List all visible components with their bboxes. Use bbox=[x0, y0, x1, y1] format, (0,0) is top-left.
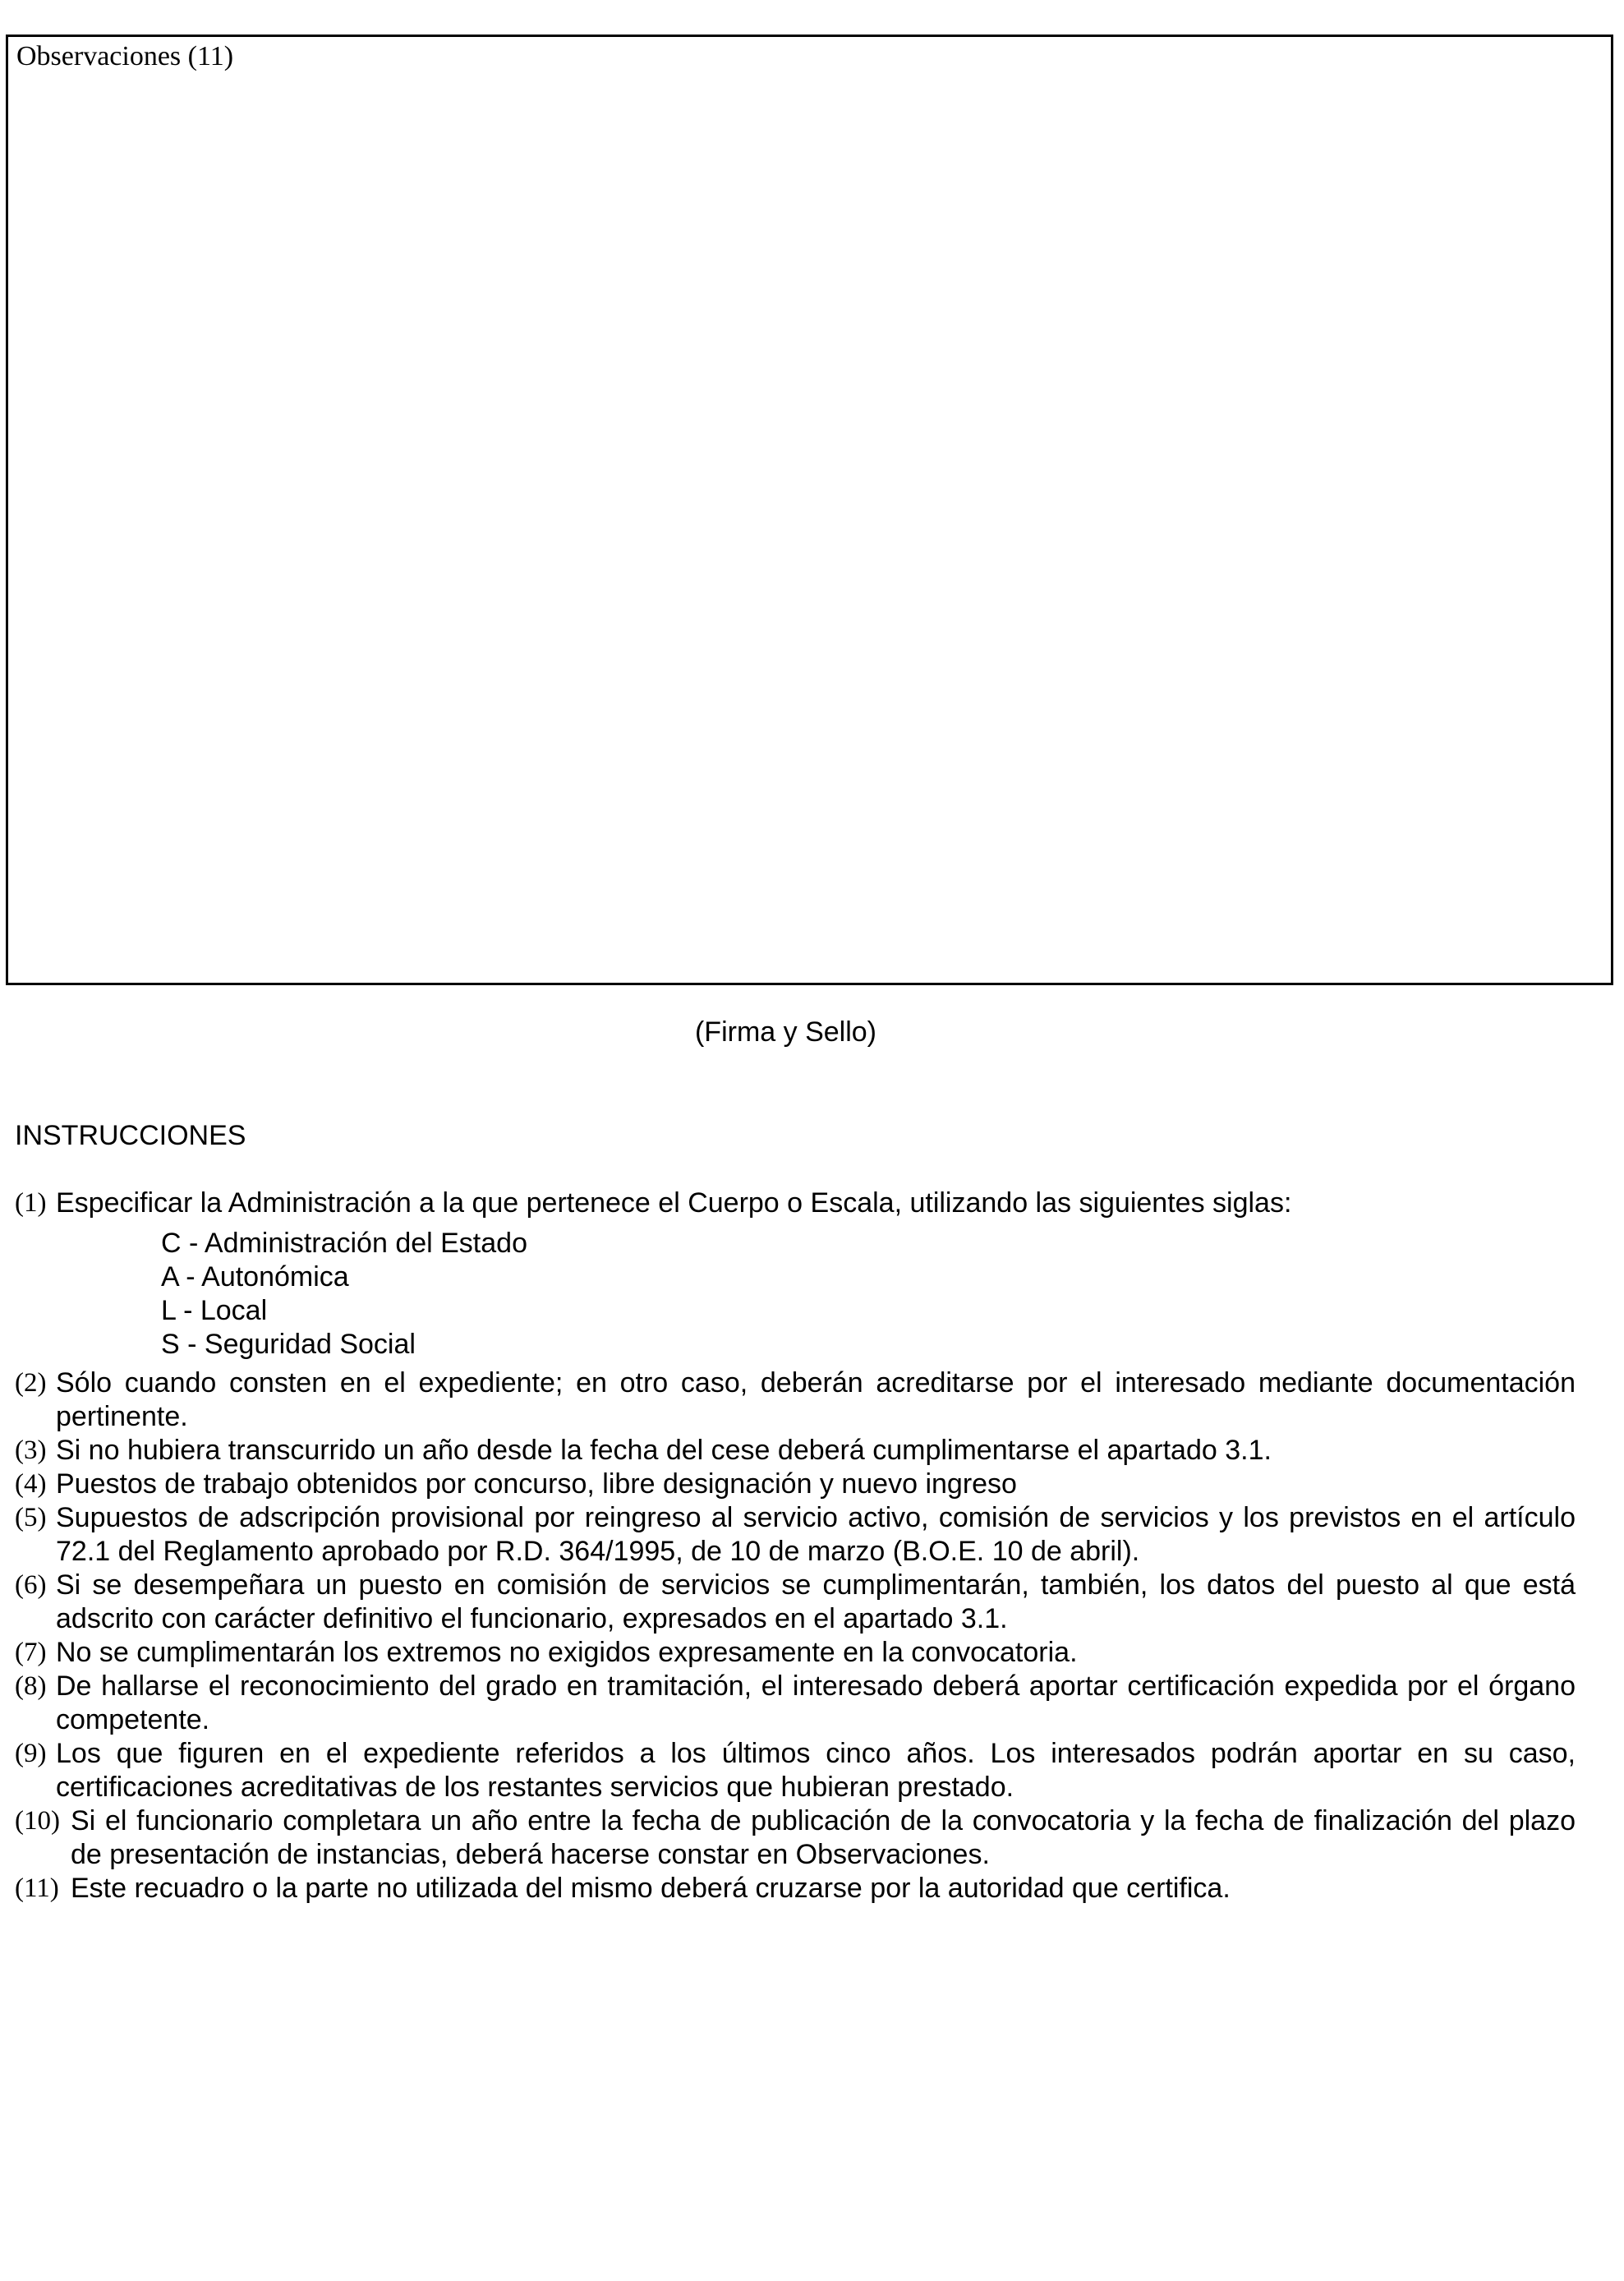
instruction-number: (11) bbox=[15, 1873, 59, 1903]
instruction-item-10 bbox=[15, 1804, 1576, 1872]
signature-label: (Firma y Sello) bbox=[694, 1016, 877, 1048]
instruction-item-6 bbox=[15, 1569, 1576, 1636]
instruction-number: (5) bbox=[15, 1503, 47, 1532]
instructions-list bbox=[15, 1187, 1576, 1905]
administration-codes-list bbox=[161, 1227, 1576, 1362]
observations-box bbox=[6, 35, 1613, 985]
instruction-text: Especificar la Administración a la que pertenece el Cuerpo o Escala, utilizando las siguientes siglas: bbox=[56, 1187, 1292, 1219]
instruction-text: Sólo cuando consten en el expediente; en otro caso, deberán acreditarse por el interesado mediante documentación pertinente. bbox=[56, 1367, 1576, 1432]
instruction-text: Si el funcionario completara un año entre la fecha de publicación de la convocatoria y la fecha de finalización del plazo de presentación de instancias, deberá hacerse constar en Observaciones. bbox=[71, 1805, 1576, 1870]
observations-label: Observaciones (11) bbox=[16, 41, 234, 71]
instruction-item-3 bbox=[15, 1434, 1576, 1468]
instruction-item-9 bbox=[15, 1737, 1576, 1804]
instruction-item-5 bbox=[15, 1501, 1576, 1569]
instruction-item-4 bbox=[15, 1468, 1576, 1501]
instruction-number: (7) bbox=[15, 1638, 47, 1667]
instruction-number: (2) bbox=[15, 1368, 47, 1398]
instruction-item-11 bbox=[15, 1872, 1576, 1905]
instruction-text: Supuestos de adscripción provisional por reingreso al servicio activo, comisión de servicios y los previstos en el artículo 72.1 del Reglamento aprobado por R.D. 364/1995, de 10 de marzo (B.O.E. 10 de abril). bbox=[56, 1502, 1576, 1567]
instruction-number: (4) bbox=[15, 1469, 47, 1499]
instruction-text: No se cumplimentarán los extremos no exigidos expresamente en la convocatoria. bbox=[56, 1637, 1078, 1668]
instruction-item-2 bbox=[15, 1366, 1576, 1434]
instruction-number: (6) bbox=[15, 1570, 47, 1600]
instruction-text: Los que figuren en el expediente referidos a los últimos cinco años. Los interesados podrán aportar en su caso, certificaciones acreditativas de los restantes servicios que hubieran prestado. bbox=[56, 1738, 1576, 1803]
instruction-text: Si no hubiera transcurrido un año desde la fecha del cese deberá cumplimentarse el apartado 3.1. bbox=[56, 1435, 1272, 1466]
instruction-number: (9) bbox=[15, 1739, 47, 1768]
instruction-number: (1) bbox=[15, 1188, 47, 1218]
administration-code: L - Local bbox=[161, 1295, 268, 1326]
instruction-text: Si se desempeñara un puesto en comisión de servicios se cumplimentarán, también, los datos del puesto al que está adscrito con carácter definitivo el funcionario, expresados en el apartado 3.1. bbox=[56, 1569, 1576, 1634]
instruction-text: Puestos de trabajo obtenidos por concurso, libre designación y nuevo ingreso bbox=[56, 1468, 1017, 1500]
instruction-text: De hallarse el reconocimiento del grado en tramitación, el interesado deberá aportar certificación expedida por el órgano competente. bbox=[56, 1670, 1576, 1735]
instructions-title: INSTRUCCIONES bbox=[15, 1120, 246, 1151]
instruction-number: (8) bbox=[15, 1671, 47, 1701]
instruction-number: (10) bbox=[15, 1806, 60, 1836]
administration-code: A - Autonómica bbox=[161, 1261, 349, 1293]
administration-code: S - Seguridad Social bbox=[161, 1329, 416, 1360]
instruction-item-7 bbox=[15, 1636, 1576, 1670]
instruction-text: Este recuadro o la parte no utilizada del mismo deberá cruzarse por la autoridad que certifica. bbox=[71, 1873, 1231, 1904]
instruction-number: (3) bbox=[15, 1435, 47, 1465]
administration-code: C - Administración del Estado bbox=[161, 1228, 527, 1259]
instruction-item-1 bbox=[15, 1187, 1576, 1362]
instruction-item-8 bbox=[15, 1670, 1576, 1737]
